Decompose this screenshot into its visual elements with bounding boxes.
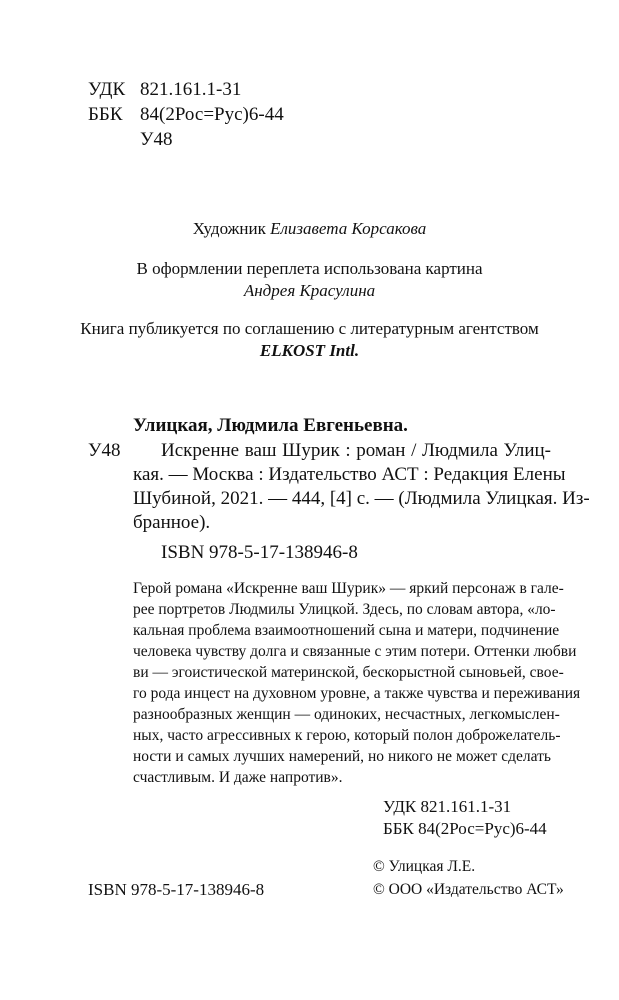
annotation-line: разнообразных женщин — одиноких, несчастных, легкомыслен-: [133, 706, 560, 723]
cover-credit-line: В оформлении переплета использована картина: [136, 259, 483, 278]
description-line: бранное).: [133, 512, 211, 533]
annotation-line: ности и самых лучших намерений, но никого не может сделать: [133, 748, 551, 765]
annotation: [133, 578, 581, 788]
udk-bottom: УДК 821.161.1-31: [383, 797, 512, 816]
agency-name: ELKOST Intl.: [259, 341, 360, 360]
artist-prefix: Художник: [192, 219, 271, 238]
author-mark-record: У48: [88, 440, 121, 461]
bbk-code: 84(2Рос=Рус)6-44: [140, 104, 284, 125]
author-mark-top: У48: [140, 129, 173, 150]
annotation-line: человека чувству долга и связанные с этим потери. Оттенки любви: [133, 643, 577, 660]
annotation-line: кальная проблема взаимоотношений сына и матери, подчинение: [133, 622, 560, 639]
author-heading: Улицкая, Людмила Евгеньевна.: [133, 415, 408, 436]
artist-credit: [0, 218, 619, 240]
annotation-line: го рода инцест на духовном уровне, а также чувства и переживания: [133, 685, 581, 702]
bbk-label: ББК: [88, 104, 123, 125]
agency-line: Книга публикуется по соглашению с литературным агентством: [80, 319, 539, 338]
isbn-record: ISBN 978-5-17-138946-8: [161, 542, 358, 563]
description-line: кая. — Москва : Издательство АСТ : Редакция Елены: [133, 464, 566, 485]
description-line: Шубиной, 2021. — 444, [4] с. — (Людмила Улицкая. Из-: [133, 488, 590, 509]
copyright-publisher: © ООО «Издательство АСТ»: [373, 881, 564, 898]
copyright-author: © Улицкая Л.Е.: [373, 858, 476, 875]
udk-label: УДК: [88, 79, 126, 100]
isbn-footer: ISBN 978-5-17-138946-8: [88, 880, 265, 899]
cover-artist-name: Андрея Красулина: [243, 281, 376, 300]
description-line: Искренне ваш Шурик : роман / Людмила Улиц-: [161, 440, 551, 461]
annotation-line: ви — эгоистической материнской, бескорыстной сыновьей, свое-: [133, 664, 564, 681]
annotation-line: Герой романа «Искренне ваш Шурик» — яркий персонаж в гале-: [133, 580, 564, 597]
bibliographic-description: [133, 439, 590, 535]
annotation-line: ных, часто агрессивных к герою, который полон доброжелатель-: [133, 727, 561, 744]
annotation-line: счастливым. И даже напротив».: [133, 769, 343, 786]
bbk-bottom: ББК 84(2Рос=Рус)6-44: [383, 819, 547, 838]
annotation-line: рее портретов Людмилы Улицкой. Здесь, по словам автора, «ло-: [133, 601, 556, 618]
artist-name: Елизавета Корсакова: [270, 219, 427, 238]
udk-code: 821.161.1-31: [140, 79, 242, 100]
